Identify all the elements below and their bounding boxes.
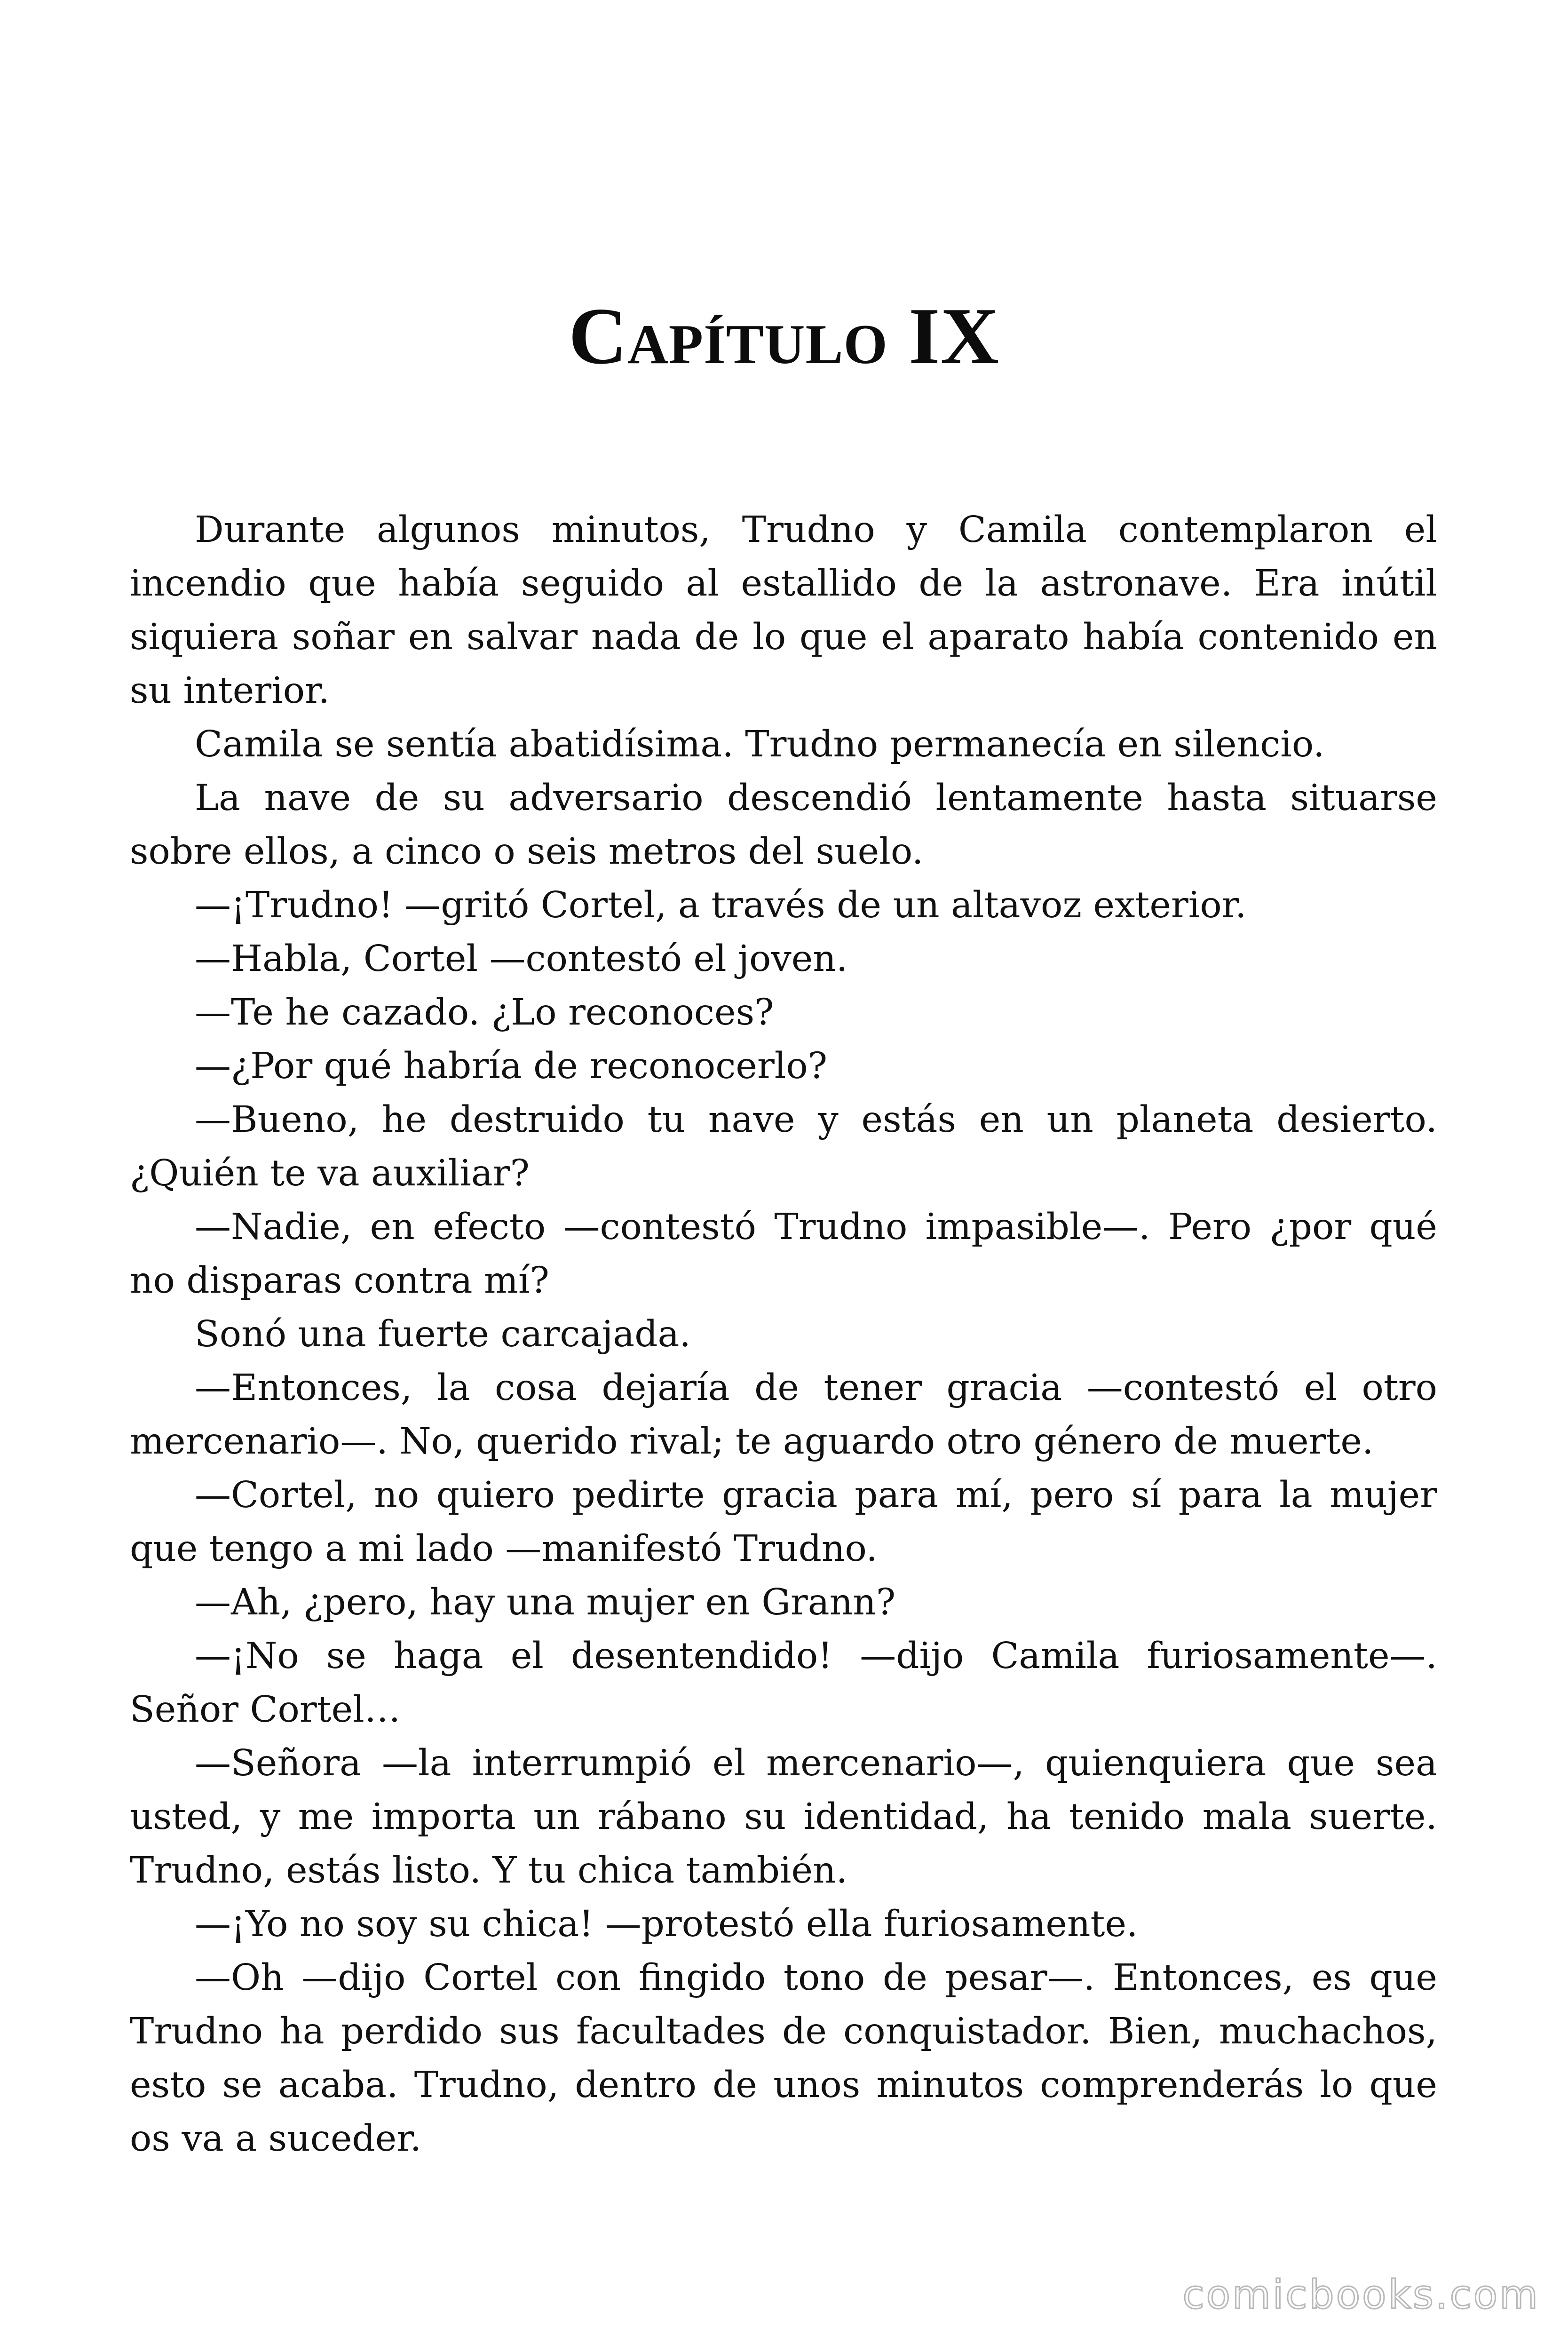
- chapter-title: Capítulo IX: [568, 292, 1000, 381]
- chapter-body: [130, 503, 1437, 2166]
- watermark: comicbooks.com: [1182, 2272, 1540, 2318]
- paragraph: —Cortel, no quiero pedirte gracia para mí, pero sí para la mujer que tengo a mi lado —manifestó Trudno.: [130, 1474, 1437, 1570]
- paragraph: —¡Trudno! —gritó Cortel, a través de un altavoz exterior.: [195, 884, 1247, 926]
- paragraph: Sonó una fuerte carcajada.: [195, 1313, 691, 1355]
- paragraph: —¡No se haga el desentendido! —dijo Camila furiosamente—. Señor Cortel…: [130, 1635, 1437, 1731]
- paragraph: —Nadie, en efecto —contestó Trudno impasible—. Pero ¿por qué no disparas contra mí?: [130, 1206, 1437, 1302]
- paragraph: Durante algunos minutos, Trudno y Camila contemplaron el incendio que había seguido al estallido de la astronave. Era inútil siquiera soñar en salvar nada de lo que el aparato había contenido en su interior.: [130, 509, 1437, 712]
- paragraph: —¿Por qué habría de reconocerlo?: [195, 1045, 828, 1087]
- paragraph: —Ah, ¿pero, hay una mujer en Grann?: [195, 1581, 896, 1623]
- paragraph: —Oh —dijo Cortel con fingido tono de pesar—. Entonces, es que Trudno ha perdido sus facultades de conquistador. Bien, muchachos, esto se acaba. Trudno, dentro de unos minutos comprenderás lo que os va a suceder.: [130, 1957, 1437, 2160]
- paragraph: —¡Yo no soy su chica! —protestó ella furiosamente.: [195, 1903, 1138, 1945]
- paragraph: —Habla, Cortel —contestó el joven.: [195, 938, 848, 980]
- paragraph: La nave de su adversario descendió lentamente hasta situarse sobre ellos, a cinco o seis metros del suelo.: [130, 777, 1437, 873]
- paragraph: —Bueno, he destruido tu nave y estás en un planeta desierto. ¿Quién te va auxiliar?: [130, 1099, 1437, 1194]
- paragraph: —Te he cazado. ¿Lo reconoces?: [195, 992, 774, 1033]
- paragraph: —Entonces, la cosa dejaría de tener gracia —contestó el otro mercenario—. No, querido rival; te aguardo otro género de muerte.: [130, 1367, 1437, 1462]
- paragraph: Camila se sentía abatidísima. Trudno permanecía en silencio.: [195, 723, 1325, 765]
- paragraph: —Señora —la interrumpió el mercenario—, quienquiera que sea usted, y me importa un rábano su identidad, ha tenido mala suerte. Trudno, estás listo. Y tu chica también.: [130, 1742, 1437, 1891]
